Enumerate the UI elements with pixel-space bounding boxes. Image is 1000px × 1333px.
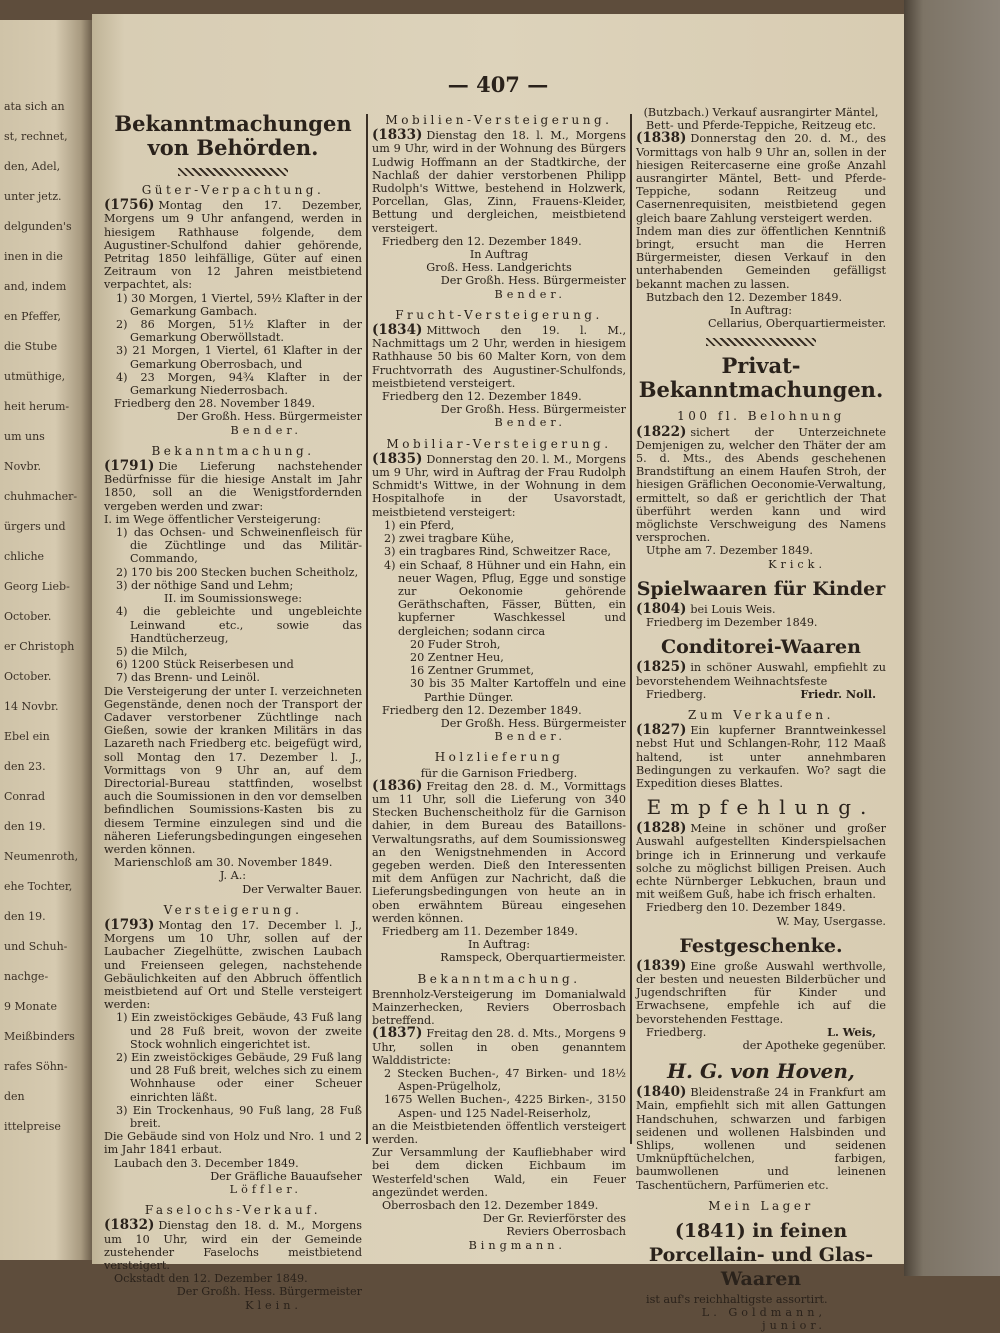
signature xyxy=(372,248,626,261)
text: in schöner Auswahl, empfiehlt zu bevorstehendem Weihnachtsfeste xyxy=(636,661,886,688)
notice-paragraph xyxy=(372,1146,626,1199)
text: Die Gebäude sind von Holz und Nro. 1 und 2 im Jahr 1841 erbaut. xyxy=(104,1130,362,1157)
previous-page-edge xyxy=(0,20,92,1260)
list-item xyxy=(116,605,362,645)
text: Krick. xyxy=(768,557,826,571)
text: Montag den 17. Dezember, Morgens um 9 Uhr anfangend, werden in hiesigem Rathhause folgende, dem Augustiner-Schulfond dahier gehörende, Petritag 1850 leihfällige, Güter auf einen Zeitraum von 12 Jahren meistbietend verpachtet, als: xyxy=(104,199,362,292)
column-3 xyxy=(636,106,886,1333)
place-name: Friedberg. xyxy=(646,1025,707,1039)
notice-paragraph xyxy=(636,724,886,790)
notice-number: (1793) xyxy=(104,916,155,933)
text: Die Lieferung nachstehender Bedürfnisse für die hiesige Anstalt im Jahr 1850, soll an die Wenigstfordernden vergeben werden und zwar: xyxy=(104,460,362,513)
page-fragment-text: nachge- xyxy=(4,970,49,983)
text: 2) Ein zweistöckiges Gebäude, 29 Fuß lang und 28 Fuß breit, welches sich zu einem Wohnhause oder einer Scheuer einrichten läßt. xyxy=(116,1051,362,1104)
text: Donnerstag den 20. l. M., Morgens um 9 Uhr, wird in Auftrag der Frau Rudolph Schmidt's Wittwe, in der Wohnung in dem Hospitalhofe in der Usavorstadt, meistbietend versteigert: xyxy=(372,452,626,519)
page-fragment-text: Georg Lieb- xyxy=(4,580,70,593)
page-fragment-text: rafes Söhn- xyxy=(4,1060,68,1073)
signature xyxy=(104,883,362,896)
notice-title xyxy=(372,751,626,764)
signatory-name xyxy=(636,558,886,571)
text: Der Großh. Hess. Bürgermeister xyxy=(440,403,626,417)
text: Bingmann. xyxy=(468,1238,566,1252)
text: 3) ein tragbares Rind, Schweitzer Race, xyxy=(384,545,611,559)
text: Marienschloß am 30. November 1849. xyxy=(114,856,333,870)
notice-paragraph xyxy=(104,1130,362,1156)
text: Mein Lager xyxy=(708,1198,814,1213)
notice-title xyxy=(372,438,626,451)
text: Privat-Bekanntmachungen. xyxy=(638,353,884,403)
text: Holzlieferung xyxy=(434,750,564,765)
notice-paragraph xyxy=(636,661,886,687)
text: Der Gr. Revierförster des xyxy=(482,1212,626,1226)
dateline xyxy=(646,901,886,914)
page-fragment-text: Neumenroth, xyxy=(4,850,79,863)
notice-number: (1837) xyxy=(372,1025,423,1042)
text: Faselochs-Verkauf. xyxy=(144,1203,322,1218)
text: bei Louis Weis. xyxy=(690,602,776,616)
text: Friedberg den 28. November 1849. xyxy=(114,397,315,411)
text: Freitag den 28. d. M., Vormittags um 11 Uhr, soll die Lieferung von 340 Stecken Buchenscheitholz für die Garnison dahier, in dem Bureau des Bataillons-Verwaltungsraths, auf dem Soumissionsweg an den Wenigstnehmenden in Accord gegeben werden. Dieß den Interessenten mit dem Anfügen zur Nachricht, daß die Lieferungsbedingungen von heute an in oben erwähntem Büreau eingesehen werden können. xyxy=(372,779,626,925)
notice-title xyxy=(104,445,362,458)
signature xyxy=(372,1212,626,1225)
text: Der Großh. Hess. Bürgermeister xyxy=(176,1285,362,1299)
section-heading xyxy=(636,354,886,402)
text: 2) zwei tragbare Kühe, xyxy=(384,532,514,546)
notice-title xyxy=(372,973,626,986)
page-fragment-text: chliche xyxy=(4,550,45,563)
list-item xyxy=(116,371,362,397)
notice-number: (1791) xyxy=(104,458,155,475)
list-item xyxy=(384,1093,626,1119)
page-fragment-text: den 19. xyxy=(4,910,46,923)
list-item xyxy=(116,344,362,370)
text: II. im Soumissionswege: xyxy=(164,592,302,606)
text: In Auftrag: xyxy=(467,938,531,952)
text: Ramspeck, Oberquartiermeister. xyxy=(440,951,626,965)
page-fragment-text: and, indem xyxy=(4,280,67,293)
signature xyxy=(372,717,626,730)
signatory-name xyxy=(636,1306,886,1332)
notice-title xyxy=(104,904,362,917)
list-item xyxy=(116,579,362,592)
notice-number: (1756) xyxy=(104,197,155,214)
decorative-rule xyxy=(706,338,816,346)
text: Spielwaaren für Kinder xyxy=(636,577,886,600)
signatory-name xyxy=(104,1299,362,1312)
text: Ockstadt den 12. Dezember 1849. xyxy=(114,1272,308,1286)
list-item xyxy=(384,1067,626,1093)
text: sichert der Unterzeichnete Demjenigen zu, welcher den Thäter der am 5. d. Mts., des Abends geschehenen Brandstiftung an einem Haufen Stroh, der hiesigen Gräflichen Oeconomie-Verwaltung, ermittelt, so daß er gerichtlich der That überführt werden kann und wird möglichste Verschweigung des Namens versprochen. xyxy=(636,425,886,545)
notice-number: (1822) xyxy=(636,423,687,440)
text: Zur Versammlung der Kaufliebhaber wird bei dem dicken Eichbaum im Westerfeld'schen Wald, ein Feuer angezündet werden. xyxy=(372,1146,626,1199)
notice-number: (1838) xyxy=(636,130,687,147)
centered-line xyxy=(636,106,886,132)
list-item xyxy=(116,292,362,318)
text: Friedberg den 12. Dezember 1849. xyxy=(382,234,582,248)
text: Utphe am 7. Dezember 1849. xyxy=(646,544,813,558)
text: Bender. xyxy=(230,423,302,437)
notice-paragraph xyxy=(104,916,362,1012)
dateline xyxy=(646,616,886,629)
list-item xyxy=(116,671,362,684)
text: Empfehlung. xyxy=(646,795,876,820)
page-fragment-text: Ebel ein xyxy=(4,730,50,743)
text: Bekanntmachungen von Behörden. xyxy=(114,111,352,160)
book-binding-edge xyxy=(904,0,1000,1276)
dateline xyxy=(114,856,362,869)
text: Zum Verkaufen. xyxy=(688,707,834,722)
signature xyxy=(636,915,886,928)
signature xyxy=(372,1225,626,1238)
text: 2) 170 bis 200 Stecken buchen Scheitholz, xyxy=(116,565,359,579)
signature-line xyxy=(636,688,886,701)
page-fragment-text: October. xyxy=(4,610,52,623)
notice-paragraph xyxy=(636,1086,886,1192)
text: Der Großh. Hess. Bürgermeister xyxy=(440,716,626,730)
text: Der Gräfliche Bauaufseher xyxy=(210,1169,362,1183)
column-2 xyxy=(372,106,626,1252)
text: 1) ein Pferd, xyxy=(384,518,455,532)
notice-number: (1827) xyxy=(636,722,687,739)
advertiser-name: L. Weis, xyxy=(827,1024,876,1039)
notice-paragraph xyxy=(636,132,886,224)
text: Mobiliar-Versteigerung. xyxy=(386,436,612,451)
ad-heading xyxy=(636,577,886,601)
text: 30 bis 35 Malter Kartoffeln und eine Parthie Dünger. xyxy=(410,677,626,704)
signature xyxy=(372,274,626,287)
column-divider xyxy=(630,114,632,1144)
text: In Auftrag xyxy=(469,248,529,262)
dateline xyxy=(646,1293,886,1306)
text: Bender. xyxy=(494,730,566,744)
signature xyxy=(372,938,626,951)
notice-paragraph xyxy=(636,822,886,901)
place-name: Friedberg. xyxy=(646,687,707,701)
text: Montag den 17. December l. J., Morgens um 10 Uhr, sollen auf der Laubacher Ziegelhütte, zwischen Laubach und Freienseen gelegen, nachstehende Gebäulichkeiten auf den Abbruch öffentlich meistbietend auf Ort und Stelle versteigert werden: xyxy=(104,918,362,1012)
text: In Auftrag: xyxy=(729,304,793,318)
page-fragment-text: er Christoph xyxy=(4,640,75,653)
text: der Apotheke gegenüber. xyxy=(742,1038,886,1052)
dateline xyxy=(382,390,626,403)
section-heading xyxy=(104,112,362,160)
list-item xyxy=(384,545,626,558)
list-item xyxy=(116,318,362,344)
text: Friedberg am 11. Dezember 1849. xyxy=(382,924,578,938)
text: Bleidenstraße 24 in Frankfurt am Main, empfiehlt sich mit allen Gattungen Handschuhen, schwarzen und farbigen seidenen und wollenen Halsbinden und Shlips, wollenen und seidenen Umknüpftüchelchen, farbigen, baumwollenen und leinenen Taschentüchern, Parfümerien etc. xyxy=(636,1086,886,1192)
page-fragment-text: ittelpreise xyxy=(4,1120,61,1133)
signature xyxy=(372,261,626,274)
signature xyxy=(104,1285,362,1298)
signature xyxy=(104,869,362,882)
text: 5) die Milch, xyxy=(116,644,188,658)
notice-paragraph xyxy=(636,600,886,617)
text: Ein kupferner Branntweinkessel nebst Hut und Schlangen-Rohr, 112 Maaß haltend, ist unter annehmbaren Bedingungen zu verkaufen. Wo? sagt die Expedition dieses Blattes. xyxy=(636,724,886,790)
page-fragment-text: Novbr. xyxy=(4,460,42,473)
text: Laubach den 3. December 1849. xyxy=(114,1156,299,1170)
text: an die Meistbietenden öffentlich versteigert werden. xyxy=(372,1119,626,1147)
notice-paragraph xyxy=(636,957,886,1026)
text: Cellarius, Oberquartiermeister. xyxy=(707,317,886,331)
signature xyxy=(104,410,362,423)
text: Conditorei-Waaren xyxy=(661,636,861,659)
dateline xyxy=(382,1199,626,1212)
text: Der Großh. Hess. Bürgermeister xyxy=(440,274,626,288)
text: Der Verwalter Bauer. xyxy=(242,882,362,896)
signature xyxy=(372,951,626,964)
text: Eine große Auswahl werthvolle, der besten und neuesten Bilderbücher und Jugendschriften für Kinder und Erwachsene, empfehle ich auf die bevorstehenden Festtage. xyxy=(636,959,886,1026)
ad-heading xyxy=(636,934,886,958)
text: ist auf's reichhaltigste assortirt. xyxy=(646,1293,828,1306)
text: Klein. xyxy=(245,1298,302,1312)
decorative-rule xyxy=(178,168,288,176)
text: Güter-Verpachtung. xyxy=(141,183,325,197)
text: 4) ein Schaaf, 8 Hühner und ein Hahn, ein neuer Wagen, Pflug, Egge und sonstige zur Oekonomie gehörende Geräthschaften, Fässer, Bütten, ein kupferner Waschkessel und dergleichen; sodann circa xyxy=(384,558,626,638)
text: 100 fl. Belohnung xyxy=(677,409,845,424)
text: 20 Fuder Stroh, xyxy=(410,637,501,651)
text: Oberrosbach den 12. Dezember 1849. xyxy=(382,1199,599,1213)
signatory-name xyxy=(372,288,626,301)
page-fragment-text: Meißbinders xyxy=(4,1030,75,1043)
text: Mobilien-Versteigerung. xyxy=(385,113,613,127)
dateline xyxy=(114,1157,362,1170)
text: für die Garnison Friedberg. xyxy=(420,766,578,780)
ad-heading xyxy=(636,1219,886,1291)
list-item xyxy=(410,677,626,703)
page-fragment-text: 14 Novbr. xyxy=(4,700,59,713)
text: Bekanntmachung. xyxy=(151,443,315,458)
text: Bekanntmachung. xyxy=(417,971,581,986)
signatory-name xyxy=(372,730,626,743)
page-fragment-text: ehe Tochter, xyxy=(4,880,73,893)
text: 2 Stecken Buchen-, 47 Birken- und 18½ Aspen-Prügelholz, xyxy=(384,1067,626,1094)
page-number: — 407 — xyxy=(447,72,549,97)
text: W. May, Usergasse. xyxy=(776,914,886,928)
notice-title xyxy=(636,1200,886,1213)
text: Indem man dies zur öffentlichen Kenntniß bringt, ersucht man die Herren Bürgermeister, diesen Verkauf in den unterhabenden Gemeinden gefälligst bekannt machen zu lassen. xyxy=(636,224,886,291)
ad-heading xyxy=(636,1058,886,1084)
text: Mittwoch den 19. l. M., Nachmittags um 2 Uhr, werden in hiesigem Rathhause 50 bis 60 Malter Korn, von dem Fruchtvorrath des Augustiner-Schulfonds, meistbietend versteigert. xyxy=(372,324,626,390)
column-divider xyxy=(366,114,368,1144)
text: L. Goldmann, junior. xyxy=(701,1306,826,1333)
text: Friedberg den 10. Dezember 1849. xyxy=(646,901,846,915)
page-fragment-text: Conrad xyxy=(4,790,45,803)
page-fragment-text: den xyxy=(4,1090,25,1103)
text: Frucht-Versteigerung. xyxy=(395,307,603,322)
signature xyxy=(636,304,886,317)
notice-paragraph xyxy=(372,1120,626,1146)
page-fragment-text: 9 Monate xyxy=(4,1000,57,1013)
text: 1675 Wellen Buchen-, 4225 Birken-, 3150 Aspen- und 125 Nadel-Reiserholz, xyxy=(384,1093,626,1120)
text: Meine in schöner und großer Auswahl aufgestellten Kinderspielsachen bringe ich in Erinnerung und verkaufe solche zu möglichst billigen Preisen. Auch echte Nürnberger Lebkuchen, braun und mit weißem Guß, habe ich frisch erhalten. xyxy=(636,822,886,902)
text: I. im Wege öffentlicher Versteigerung: xyxy=(104,512,321,526)
list-item xyxy=(384,559,626,638)
list-item xyxy=(384,519,626,532)
text: Die Versteigerung der unter I. verzeichneten Gegenstände, denen noch der Transport der Cadaver verstorbener Züchtlinge nach Gießen, sowie der kranken Militärs in das Lazareth nach Friedberg etc. beigefügt wird, soll Montag den 17. Dezember l. J., Vormittags von 9 Uhr an, auf dem Directorial-Bureau stattfinden, woselbst auch die Soumissionen in den vor demselben befindlichen Soumissions-Kasten bis zu diesem Termine einzulegen sind und die näheren Lieferungsbedingungen eingesehen werden können. xyxy=(104,684,362,856)
notice-number: (1828) xyxy=(636,820,687,837)
page-fragment-text: den 19. xyxy=(4,820,46,833)
signatory-name xyxy=(104,424,362,437)
page-fragment-text: chuhmacher- xyxy=(4,490,78,503)
text: 16 Zentner Grummet, xyxy=(410,664,534,678)
dateline xyxy=(382,704,626,717)
ad-heading xyxy=(636,794,886,820)
text: Der Großh. Hess. Bürgermeister xyxy=(176,410,362,424)
page-fragment-text: den, Adel, xyxy=(4,160,61,173)
signature-line xyxy=(636,1026,886,1039)
signature xyxy=(104,1170,362,1183)
text: Butzbach den 12. Dezember 1849. xyxy=(646,290,842,304)
text: 3) 21 Morgen, 1 Viertel, 61 Klafter in der Gemarkung Oberrosbach, und xyxy=(116,344,362,371)
text: Friedberg den 12. Dezember 1849. xyxy=(382,390,582,404)
notice-paragraph xyxy=(636,225,886,291)
notice-paragraph xyxy=(372,988,626,1028)
notice-paragraph xyxy=(104,1219,362,1272)
dateline xyxy=(382,925,626,938)
notice-number: (1832) xyxy=(104,1217,155,1234)
notice-paragraph xyxy=(104,685,362,857)
text: Groß. Hess. Landgerichts xyxy=(426,261,572,275)
dateline xyxy=(114,397,362,410)
column-1 xyxy=(104,106,362,1312)
centered-line xyxy=(104,592,362,605)
text: Friedberg den 12. Dezember 1849. xyxy=(382,703,582,717)
text: Donnerstag den 20. d. M., des Vormittags von halb 9 Uhr an, sollen in der hiesigen Reitercaserne eine große Anzahl ausrangirter Mäntel, Bett- und Pferde-Teppiche, sodann Reitzeug und Casernenrequisiten, meistbietend gegen gleich baare Zahlung versteigert werden. xyxy=(636,132,886,225)
notice-number: (1804) xyxy=(636,600,687,617)
text: 1) 30 Morgen, 1 Viertel, 59½ Klafter in der Gemarkung Gambach. xyxy=(116,291,362,318)
text: Reviers Oberrosbach xyxy=(506,1225,626,1239)
page-fragment-text: delgunden's xyxy=(4,220,72,233)
text: 7) das Brenn- und Leinöl. xyxy=(116,671,260,685)
text: 20 Zentner Heu, xyxy=(410,650,504,664)
page-fragment-text: um uns xyxy=(4,430,45,443)
list-item xyxy=(410,651,626,664)
text: 4) die gebleichte und ungebleichte Leinwand etc., sowie das Handtücherzeug, xyxy=(116,605,362,645)
notice-number: (1840) xyxy=(636,1084,687,1101)
page-fragment-text: ürgers und xyxy=(4,520,66,533)
page-fragment-text: die Stube xyxy=(4,340,58,353)
notice-paragraph xyxy=(104,199,362,291)
advertiser-name: Friedr. Noll. xyxy=(800,686,876,701)
text: J. A.: xyxy=(219,869,247,883)
list-item xyxy=(116,658,362,671)
notice-paragraph xyxy=(372,129,626,235)
text: 4) 23 Morgen, 94¾ Klafter in der Gemarkung Niederrosbach. xyxy=(116,370,362,398)
list-item xyxy=(410,638,626,651)
notice-title xyxy=(636,709,886,722)
notice-paragraph xyxy=(636,423,886,545)
text: Bender. xyxy=(494,287,566,301)
page-fragment-text: October. xyxy=(4,670,52,683)
text: H. G. von Hoven, xyxy=(667,1059,855,1084)
page-fragment-text: unter jetz. xyxy=(4,190,62,203)
text: Versteigerung. xyxy=(163,902,303,917)
text: Friedberg im Dezember 1849. xyxy=(646,616,818,630)
text: Brennholz-Versteigerung im Domanialwald Mainzerhecken, Reviers Oberrosbach betreffend. xyxy=(372,987,626,1028)
text: 6) 1200 Stück Reiserbesen und xyxy=(116,658,294,672)
text: 1) Ein zweistöckiges Gebäude, 43 Fuß lang und 28 Fuß breit, wovon der zweite Stock wohnlich eingerichtet ist. xyxy=(116,1011,362,1051)
notice-paragraph xyxy=(372,777,626,925)
notice-number: (1836) xyxy=(372,777,423,794)
notice-title xyxy=(636,410,886,423)
text: Bender. xyxy=(494,416,566,430)
dateline xyxy=(382,235,626,248)
notice-paragraph xyxy=(372,450,626,519)
page-fragment-text: st, rechnet, xyxy=(4,130,68,143)
list-item xyxy=(116,526,362,566)
text: 3) der nöthige Sand und Lehm; xyxy=(116,578,294,592)
list-item xyxy=(384,532,626,545)
dateline xyxy=(114,1272,362,1285)
notice-number: (1835) xyxy=(372,450,423,467)
list-item xyxy=(116,645,362,658)
signature xyxy=(372,403,626,416)
text: (1841) in feinen Porcellain- und Glas-Waaren xyxy=(648,1220,874,1290)
newspaper-page xyxy=(92,14,904,1333)
notice-number: (1834) xyxy=(372,322,423,339)
signature xyxy=(636,317,886,330)
dateline xyxy=(646,291,886,304)
signatory-name xyxy=(372,416,626,429)
list-item xyxy=(116,1051,362,1104)
page-fragment-text: ata sich an xyxy=(4,100,65,113)
text: (Butzbach.) Verkauf ausrangirter Mäntel, Bett- und Pferde-Teppiche, Reitzeug etc. xyxy=(643,106,879,133)
text: 2) 86 Morgen, 51½ Klafter in der Gemarkung Oberwöllstadt. xyxy=(116,318,362,345)
notice-number: (1825) xyxy=(636,659,687,676)
list-item xyxy=(116,1011,362,1051)
signatory-name xyxy=(104,1183,362,1196)
text: Festgeschenke. xyxy=(679,934,843,957)
dateline xyxy=(646,544,886,557)
text: Dienstag den 18. d. M., Morgens um 10 Uhr, wird ein der Gemeinde zustehender Faselochs meistbietend versteigert. xyxy=(104,1219,362,1273)
page-fragment-text: en Pfeffer, xyxy=(4,310,61,323)
page-fragment-text: heit herum- xyxy=(4,400,70,413)
text: Löffler. xyxy=(229,1183,302,1197)
notice-paragraph xyxy=(104,513,362,526)
list-item xyxy=(116,1104,362,1130)
list-item xyxy=(410,664,626,677)
notice-paragraph xyxy=(372,1027,626,1067)
notice-title xyxy=(104,1204,362,1217)
list-item xyxy=(116,566,362,579)
page-fragment-text: utmüthige, xyxy=(4,370,66,383)
notice-number: (1833) xyxy=(372,127,423,144)
ad-heading xyxy=(636,635,886,659)
text: Freitag den 28. d. Mts., Morgens 9 Uhr, sollen in oben genanntem Walddistricte: xyxy=(372,1027,626,1067)
notice-title xyxy=(104,184,362,197)
text: Dienstag den 18. l. M., Morgens um 9 Uhr, wird in der Wohnung des Bürgers Ludwig Hoffmann an der Stadtkirche, der Nachlaß der dahier verstorbenen Philipp Rudolph's Wittwe, bestehend in Holzwerk, Porcellan, Glas, Zinn, Frauens-Kleider, Bettung und dergleichen, meistbietend versteigert. xyxy=(372,129,626,235)
notice-title xyxy=(372,309,626,322)
page-fragment-text: inen in die xyxy=(4,250,63,263)
notice-paragraph xyxy=(104,460,362,513)
page-fragment-text: den 23. xyxy=(4,760,46,773)
notice-number: (1839) xyxy=(636,957,687,974)
signature xyxy=(636,1039,886,1052)
notice-title xyxy=(372,114,626,127)
text: 1) das Ochsen- und Schweinenfleisch für die Züchtlinge und das Militär-Commando, xyxy=(116,526,362,566)
page-fragment-text: und Schuh- xyxy=(4,940,68,953)
signatory-name xyxy=(372,1239,626,1252)
text: 3) Ein Trockenhaus, 90 Fuß lang, 28 Fuß breit. xyxy=(116,1103,362,1131)
notice-paragraph xyxy=(372,324,626,390)
